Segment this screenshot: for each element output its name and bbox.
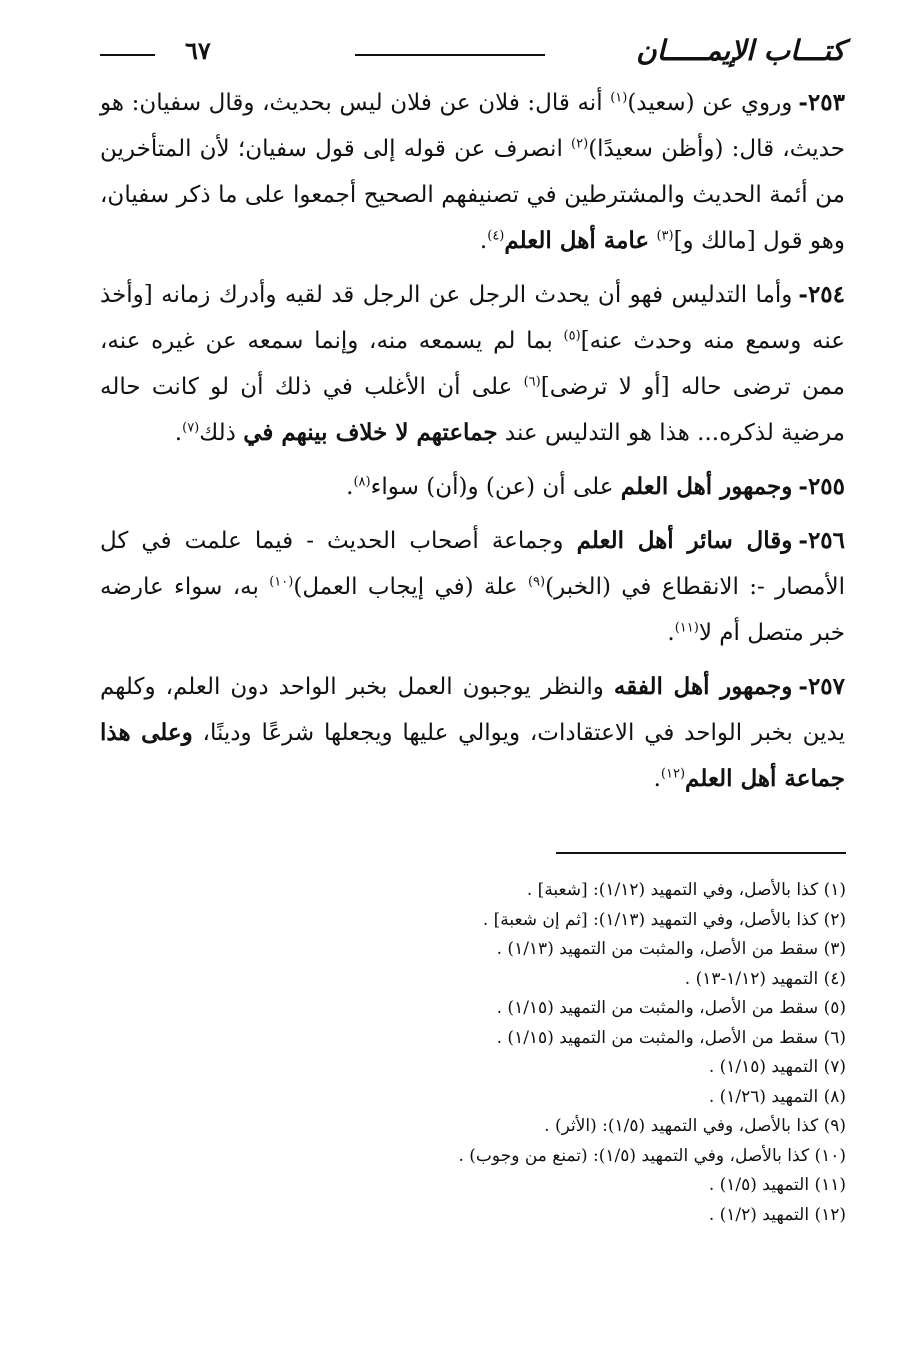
text-segment: انصرف عن قوله إلى قول سفيان؛ لأن المتأخرين من أئمة الحديث والمشترطين في تصنيفهم الصحيح أجمعوا على ما ذكر سفيان، وهو قول [مالك و]	[100, 136, 845, 254]
footnotes	[326, 876, 846, 1230]
footnote: (٣) سقط من الأصل، والمثبت من التمهيد (١/١٣) .	[496, 939, 846, 959]
text-segment: على أن (عن) و(أن) سواء	[370, 474, 621, 500]
paragraph-number: ٢٥٣-	[798, 89, 845, 116]
footnote-marker: (٣)	[656, 228, 674, 244]
footnote-marker: (٤)	[487, 228, 505, 244]
footnote: (١٠) كذا بالأصل، وفي التمهيد (١/٥): (تمنع من وجوب) .	[458, 1145, 846, 1166]
paragraph	[100, 664, 845, 802]
footnote-marker: (١٠)	[269, 574, 294, 590]
footnote-marker: (٢)	[571, 136, 589, 152]
text-segment: وجماعة أصحاب الحديث - فيما علمت في كل الأمصار -: الانقطاع في (الخبر)	[100, 528, 845, 600]
bold-phrase: وعلى هذا جماعة أهل العلم	[100, 719, 845, 792]
paragraph-number: ٢٥٧-	[798, 673, 845, 700]
footnote-marker: (١٢)	[660, 766, 686, 782]
header-rule-short	[100, 54, 155, 56]
bold-phrase: وقال سائر أهل العلم	[576, 527, 793, 554]
footnote: (٢) كذا بالأصل، وفي التمهيد (١/١٣): [ثم إن شعبة] .	[482, 909, 846, 930]
footnote-marker: (٥)	[563, 328, 581, 344]
bold-phrase: عامة أهل العلم	[504, 227, 650, 254]
paragraph	[100, 464, 845, 510]
footnote: (٤) التمهيد (١/١٢-١٣) .	[684, 968, 846, 989]
page-header	[100, 30, 845, 80]
page-number: ٦٧	[185, 36, 211, 65]
paragraph	[100, 272, 845, 456]
text-segment: علة (في إيجاب العمل)	[293, 574, 528, 600]
text-segment: .	[653, 766, 661, 792]
text-segment: وأما التدليس فهو أن يحدث الرجل عن الرجل قد لقيه وأدرك زمانه [وأخذ عنه وسمع منه وحدث عنه]	[100, 282, 845, 354]
footnote-marker: (١)	[610, 90, 628, 106]
text-segment: .	[667, 620, 675, 646]
text-segment: أنه قال: فلان عن فلان ليس بحديث، وقال سفيان: هو حديث، قال: (وأظن سعيدًا)	[100, 90, 845, 162]
header-rule-long	[355, 54, 545, 56]
paragraph	[100, 518, 845, 656]
footnote-marker: (١١)	[674, 620, 699, 636]
footnote: (٦) سقط من الأصل، والمثبت من التمهيد (١/١٥) .	[496, 1027, 846, 1048]
bold-phrase: جماعتهم لا خلاف بينهم في	[243, 419, 498, 446]
footnote: (٨) التمهيد (١/٢٦) .	[708, 1086, 846, 1107]
text-segment: وروي عن (سعيد)	[627, 90, 793, 116]
footnote-marker: (٧)	[182, 420, 200, 436]
main-text	[100, 80, 845, 810]
footnote: (١٢) التمهيد (١/٢) .	[708, 1204, 846, 1225]
footnote: (٥) سقط من الأصل، والمثبت من التمهيد (١/١٥) .	[496, 998, 846, 1018]
bold-phrase: وجمهور أهل الفقه	[613, 673, 793, 700]
footnote: (١١) التمهيد (١/٥) .	[708, 1175, 846, 1195]
paragraph-number: ٢٥٥-	[798, 473, 845, 500]
text-segment: على أن الأغلب في ذلك أن لو كانت حاله مرضية لذكره... هذا هو التدليس عند	[100, 374, 845, 446]
text-segment: .	[346, 474, 354, 500]
footnote: (٧) التمهيد (١/١٥) .	[708, 1057, 846, 1077]
book-title: كتـــاب الإيمـــــان	[636, 34, 845, 67]
text-segment: ذلك	[199, 420, 244, 446]
text-segment: بما لم يسمعه منه، وإنما سمعه عن غيره عنه، ممن ترضى حاله [أو لا ترضى]	[100, 328, 846, 400]
text-segment: .	[174, 420, 183, 446]
footnote-marker: (٩)	[527, 574, 546, 590]
paragraph-number: ٢٥٦-	[798, 527, 845, 554]
paragraph-number: ٢٥٤-	[798, 281, 845, 308]
footnote-marker: (٨)	[353, 474, 371, 490]
footnote-marker: (٦)	[523, 374, 541, 390]
text-segment: .	[479, 228, 488, 254]
text-segment: به، سواء عارضه خبر متصل أم لا	[100, 574, 845, 646]
footnote: (١) كذا بالأصل، وفي التمهيد (١/١٢): [شعبة] .	[526, 880, 846, 900]
footnote-separator	[556, 852, 846, 854]
footnote: (٩) كذا بالأصل، وفي التمهيد (١/٥): (الأثر) .	[544, 1116, 846, 1136]
paragraph	[100, 80, 845, 264]
bold-phrase: وجمهور أهل العلم	[620, 473, 793, 500]
text-segment: والنظر يوجبون العمل بخبر الواحد دون العلم، وكلهم يدين بخبر الواحد في الاعتقادات، ويوالي عليها ويجعلها شرعًا ودينًا،	[100, 674, 846, 746]
